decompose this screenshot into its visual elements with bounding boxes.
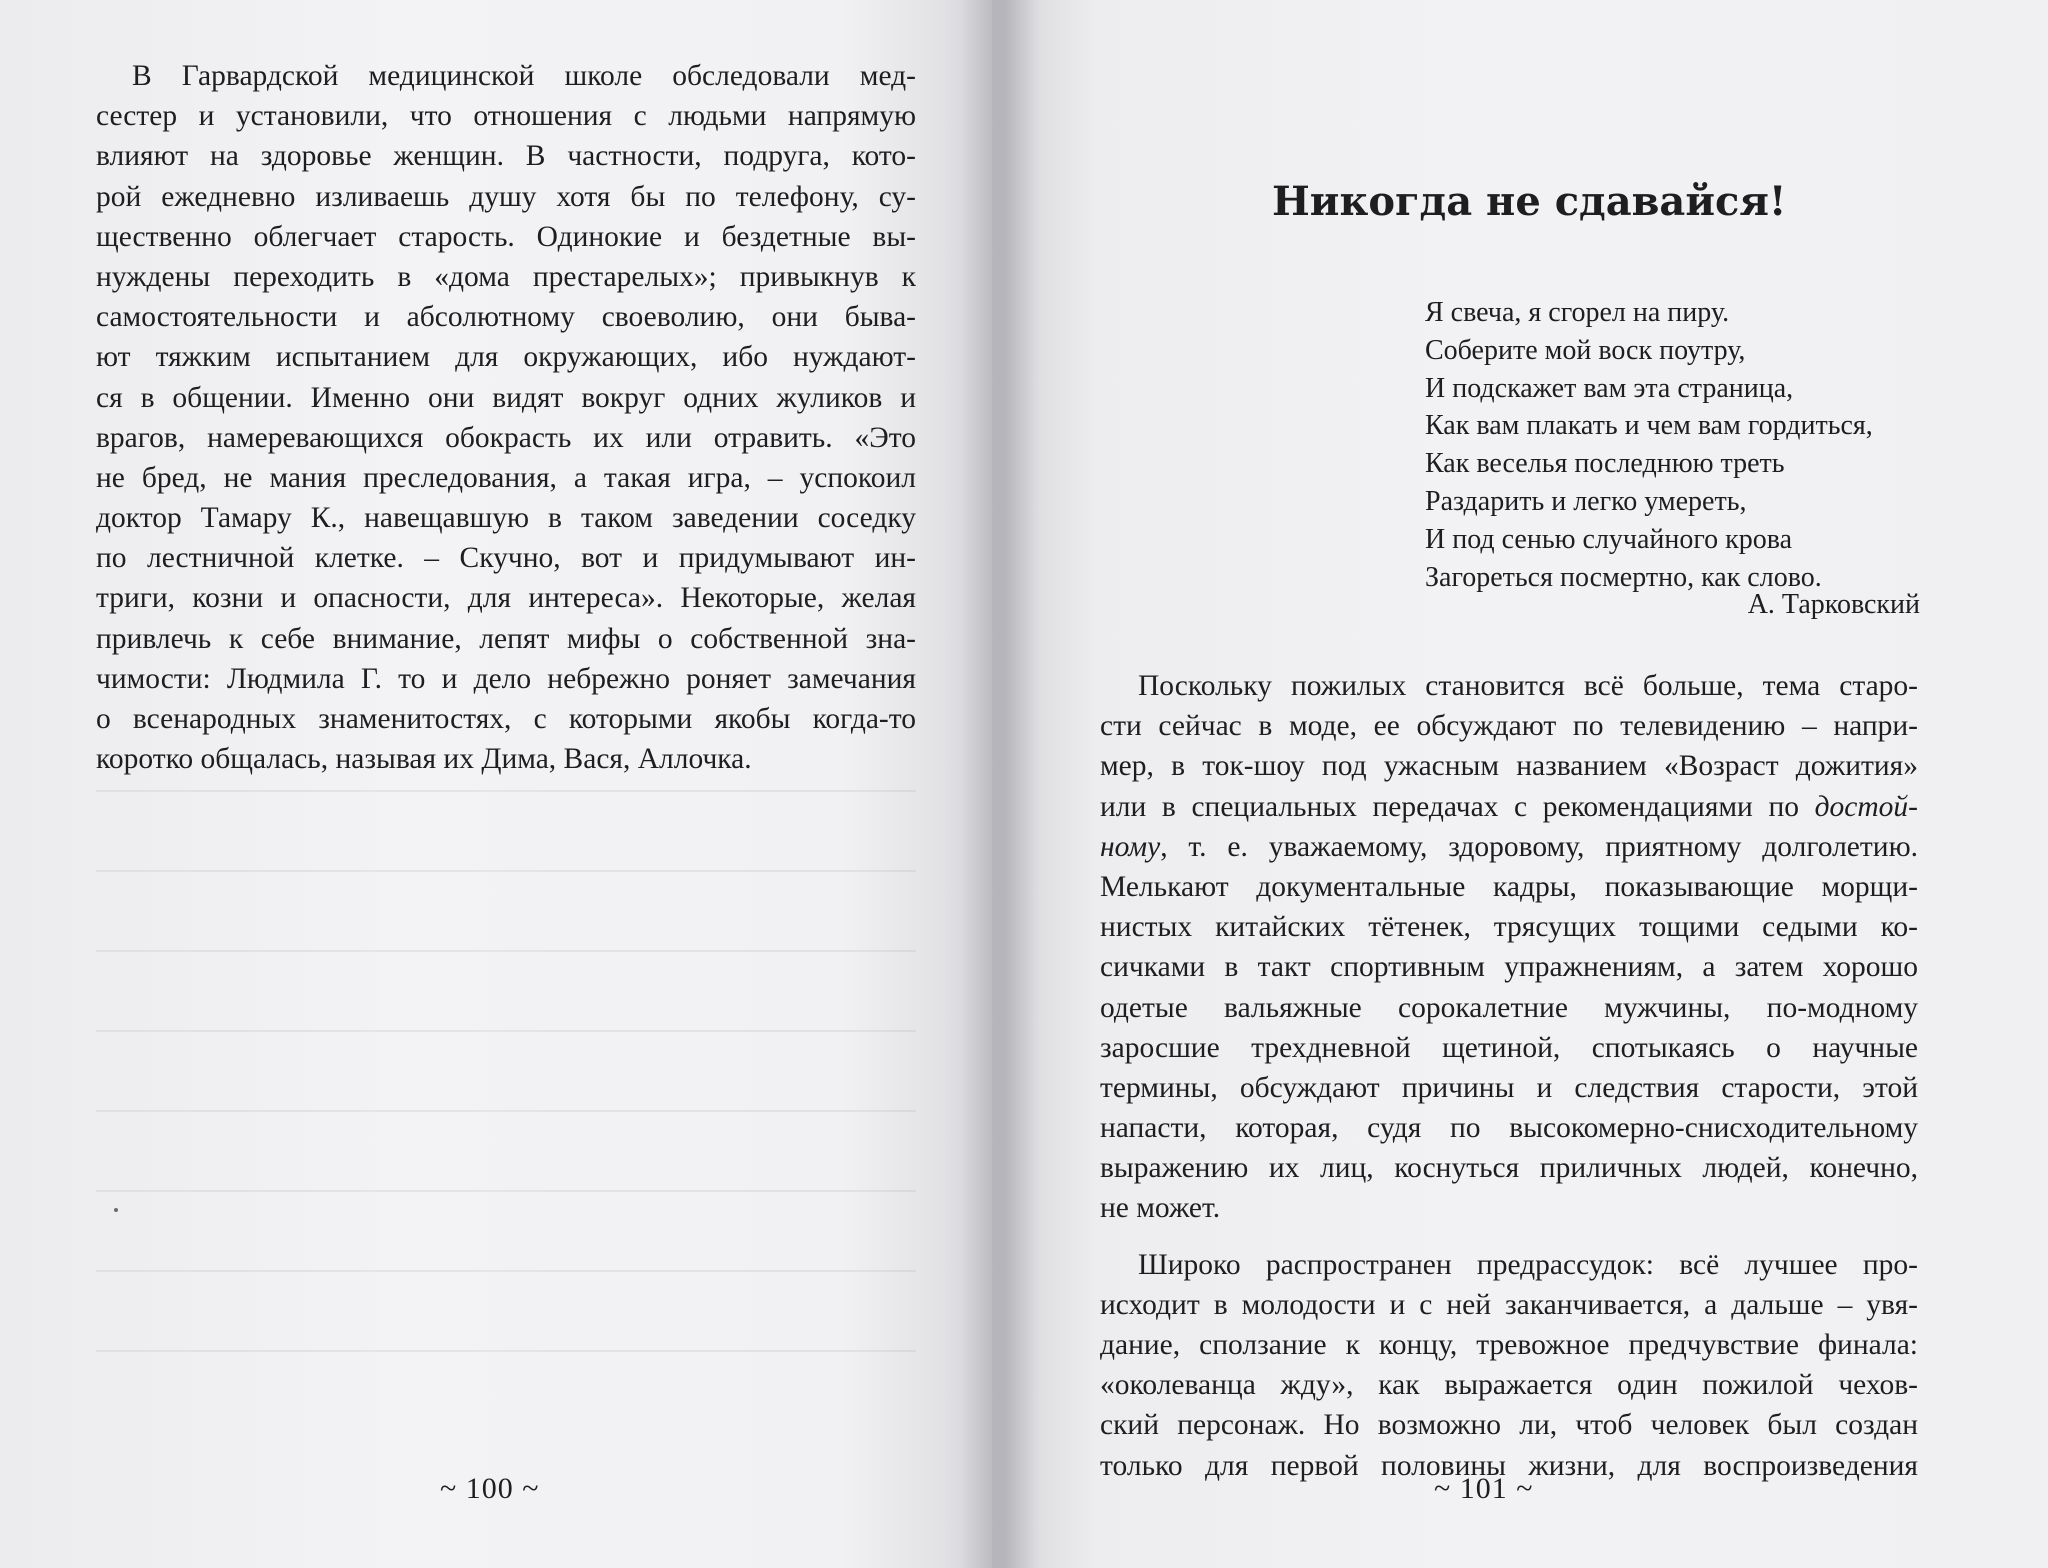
right-page-body bbox=[1100, 666, 1918, 1486]
text-line: исходит в молодости и с ней заканчивается, а дальше – увя- bbox=[1100, 1288, 1918, 1321]
text-line: ют тяжким испытанием для окружающих, ибо нуждают- bbox=[96, 341, 916, 374]
poem-line: Раздарить и легко умереть, bbox=[1425, 485, 1747, 517]
paper-speck bbox=[114, 1208, 118, 1212]
text-line: сти сейчас в моде, ее обсуждают по телевидению – напри- bbox=[1100, 710, 1918, 743]
poem-line: И под сенью случайного крова bbox=[1425, 523, 1793, 555]
text-line: нистых китайских тётенек, трясущих тощими седыми ко- bbox=[1100, 911, 1918, 944]
page-number-left: ~ 100 ~ bbox=[440, 1472, 540, 1505]
left-page bbox=[0, 0, 992, 1568]
text-line: дание, сползание к концу, тревожное предчувствие финала: bbox=[1100, 1329, 1918, 1361]
text-line: чимости: Людмила Г. то и дело небрежно роняет замечания bbox=[96, 662, 916, 695]
text-line: заросшие трехдневной щетиной, спотыкаясь о научные bbox=[1100, 1031, 1918, 1064]
text-line: Мелькают документальные кадры, показывающие морщи- bbox=[1100, 870, 1918, 903]
text-line: выражению их лиц, коснуться приличных людей, конечно, bbox=[1100, 1152, 1918, 1185]
text-line: коротко общалась, называя их Дима, Вася, Аллочка. bbox=[96, 743, 752, 776]
text-line: по лестничной клетке. – Скучно, вот и придумывают ин- bbox=[96, 542, 916, 575]
text-line: не бред, не мания преследования, а такая игра, – успокоил bbox=[96, 461, 916, 494]
text-line: напасти, которая, судя по высокомерно-снисходительному bbox=[1100, 1112, 1918, 1145]
text-line: сестер и установили, что отношения с людьми напрямую bbox=[96, 100, 916, 133]
text-line: о всенародных знаменитостях, с которыми якобы когда-то bbox=[96, 703, 916, 735]
text-line: доктор Тамару К., навещавшую в таком заведении соседку bbox=[96, 502, 916, 535]
text-line: Поскольку пожилых становится всё больше, тема старо- bbox=[1138, 670, 1918, 702]
epigraph-poem bbox=[1425, 294, 1873, 596]
poem-author: А. Тарковский bbox=[1747, 589, 1920, 620]
page-number-right: ~ 101 ~ bbox=[1434, 1472, 1534, 1505]
text-line: привлечь к себе внимание, лепят мифы о собственной зна- bbox=[96, 622, 916, 655]
text-segment: или в специальных передачах с рекомендациями по bbox=[1100, 790, 1815, 823]
text-line: сичками в такт спортивным упражнениям, а затем хорошо bbox=[1100, 951, 1918, 984]
chapter-title: Никогда не сдавайся! bbox=[1272, 178, 1787, 225]
text-line: «околеванца жду», как выражается один пожилой чехов- bbox=[1100, 1369, 1918, 1402]
text-line: влияют на здоровье женщин. В частности, подруга, кото- bbox=[96, 140, 916, 173]
poem-line: Загореться посмертно, как слово. bbox=[1425, 561, 1822, 593]
poem-line: Как вам плакать и чем вам гордиться, bbox=[1425, 410, 1873, 442]
text-line: щественно облегчает старость. Одинокие и бездетные вы- bbox=[96, 220, 916, 253]
poem-line: Как веселья последнюю треть bbox=[1425, 448, 1785, 480]
text-line: рой ежедневно изливаешь душу хотя бы по телефону, су- bbox=[96, 180, 916, 213]
text-segment: , т. е. уважаемому, здоровому, приятному долголетию. bbox=[1160, 830, 1918, 863]
poem-line: Соберите мой воск поутру, bbox=[1425, 334, 1746, 366]
text-line: не может. bbox=[1100, 1192, 1221, 1225]
italic-segment: ному bbox=[1100, 830, 1161, 863]
text-line: одетые вальяжные сорокалетние мужчины, по-модному bbox=[1100, 991, 1918, 1024]
text-line bbox=[1100, 787, 1918, 827]
italic-segment: достой- bbox=[1814, 790, 1918, 823]
text-line: ся в общении. Именно они видят вокруг одних жуликов и bbox=[96, 381, 916, 414]
text-line: мер, в ток-шоу под ужасным названием «Возраст дожития» bbox=[1100, 750, 1918, 783]
text-line: Широко распространен предрассудок: всё лучшее про- bbox=[1138, 1248, 1918, 1281]
text-line: триги, козни и опасности, для интереса». Некоторые, желая bbox=[96, 582, 916, 615]
text-line: только для первой половины жизни, для воспроизведения bbox=[1100, 1449, 1918, 1482]
poem-line: Я свеча, я сгорел на пиру. bbox=[1425, 297, 1730, 328]
text-line: термины, обсуждают причины и следствия старости, этой bbox=[1100, 1071, 1918, 1104]
text-line: В Гарвардской медицинской школе обследовали мед- bbox=[132, 60, 916, 92]
paragraph-gap bbox=[1100, 1229, 1918, 1245]
text-line bbox=[1100, 827, 1918, 867]
left-page-body bbox=[96, 56, 916, 779]
poem-line: И подскажет вам эта страница, bbox=[1425, 372, 1794, 404]
text-line: самостоятельности и абсолютному своеволию, они быва- bbox=[96, 301, 916, 334]
text-line: нуждены переходить в «дома престарелых»; привыкнув к bbox=[96, 260, 916, 293]
text-line: врагов, намеревающихся обокрасть их или отравить. «Это bbox=[96, 421, 916, 454]
text-line: ский персонаж. Но возможно ли, чтоб человек был создан bbox=[1100, 1409, 1918, 1442]
